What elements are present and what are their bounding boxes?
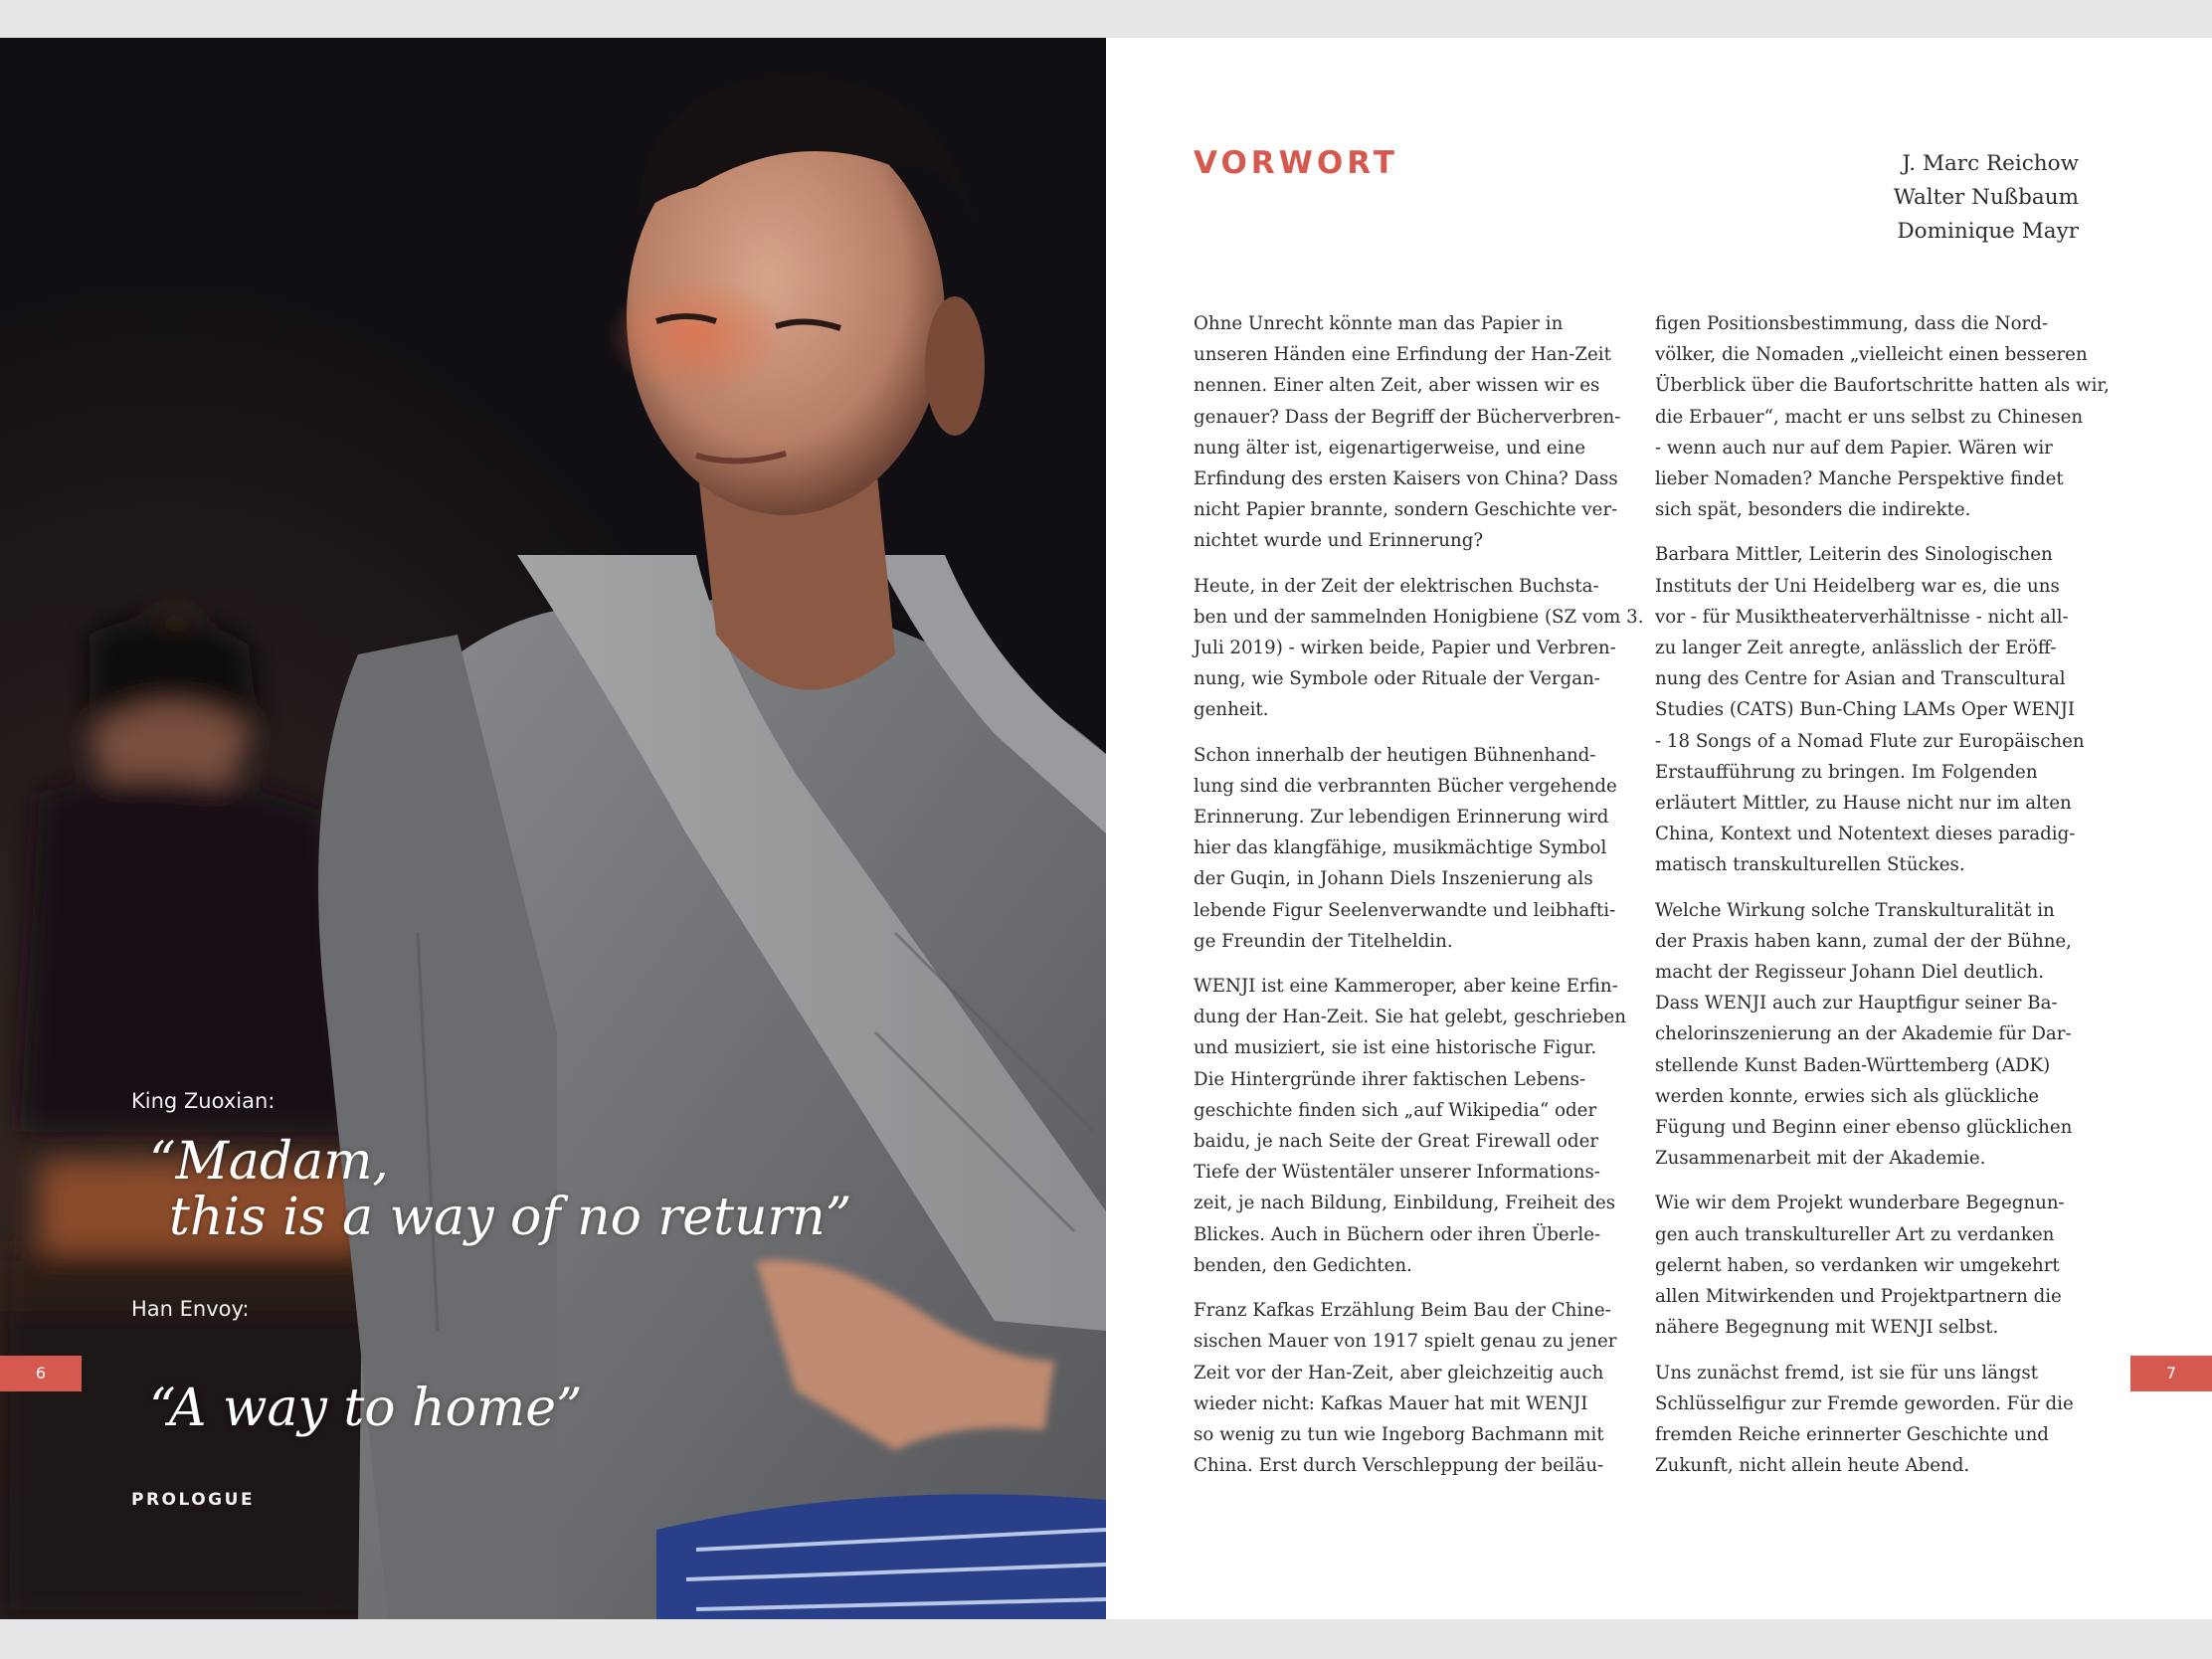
- body-line: werden konnte, erwies sich als glückliche: [1655, 1085, 2039, 1107]
- body-line: lebende Figur Seelenverwandte und leibhafti-: [1194, 899, 1616, 921]
- body-line: nennen. Einer alten Zeit, aber wissen wir es: [1194, 375, 1600, 397]
- author-list: [1691, 147, 2079, 249]
- body-line: figen Positionsbestimmung, dass die Nord-: [1655, 313, 2049, 334]
- body-line: lieber Nomaden? Manche Perspektive findet: [1655, 468, 2064, 490]
- author-name: Walter Nußbaum: [1893, 185, 2079, 210]
- photo-page-left: [0, 38, 1106, 1619]
- body-line: ben und der sammelnden Honigbiene (SZ vom 3.: [1194, 606, 1644, 628]
- body-line: zu langer Zeit anregte, anlässlich der Eröff-: [1655, 638, 2057, 659]
- body-line: nung, wie Symbole oder Rituale der Vergan-: [1194, 668, 1600, 690]
- body-paragraph: [1655, 895, 2085, 1175]
- body-line: Juli 2019) - wirken beide, Papier und Verbren-: [1194, 638, 1616, 659]
- body-line: Franz Kafkas Erzählung Beim Bau der Chine-: [1194, 1300, 1611, 1322]
- body-line: allen Mitwirkenden und Projektpartnern die: [1655, 1286, 2062, 1308]
- body-line: Welche Wirkung solche Transkulturalität in: [1655, 899, 2055, 921]
- body-line: Fügung und Beginn einer ebenso glücklichen: [1655, 1117, 2073, 1139]
- body-line: WENJI ist eine Kammeroper, aber keine Erfin-: [1194, 976, 1618, 998]
- body-line: - 18 Songs of a Nomad Flute zur Europäischen: [1655, 730, 2085, 752]
- body-line: Uns zunächst fremd, ist sie für uns längst: [1655, 1362, 2039, 1383]
- body-line: - wenn auch nur auf dem Papier. Wären wir: [1655, 437, 2053, 459]
- body-line: Überblick über die Baufortschritte hatten als wir,: [1655, 375, 2110, 397]
- body-paragraph: [1655, 1188, 2085, 1343]
- body-paragraph: [1194, 1295, 1623, 1481]
- body-line: macht der Regisseur Johann Diel deutlich.: [1655, 962, 2045, 984]
- body-line: so wenig zu tun wie Ingeborg Bachmann mit: [1194, 1423, 1604, 1445]
- body-line: Blickes. Auch in Büchern oder ihren Überle-: [1194, 1223, 1601, 1245]
- body-line: erläutert Mittler, zu Hause nicht nur im alten: [1655, 793, 2072, 815]
- body-paragraph: [1655, 539, 2085, 880]
- body-line: Schon innerhalb der heutigen Bühnenhand-: [1194, 744, 1596, 766]
- body-line: Dass WENJI auch zur Hauptfigur seiner Ba-: [1655, 993, 2058, 1014]
- body-line: nähere Begegnung mit WENJI selbst.: [1655, 1317, 1999, 1339]
- body-line: der Guqin, in Johann Diels Inszenierung als: [1194, 868, 1593, 890]
- body-line: Erinnerung. Zur lebendigen Erinnerung wird: [1194, 807, 1609, 829]
- body-line: vor - für Musiktheaterverhältnisse - nicht all-: [1655, 606, 2069, 628]
- body-line: wieder nicht: Kafkas Mauer hat mit WENJI: [1194, 1392, 1588, 1414]
- body-paragraph: [1194, 971, 1627, 1281]
- speaker-han-envoy: Han Envoy:: [131, 1297, 250, 1321]
- body-line: lung sind die verbrannten Bücher vergehende: [1194, 775, 1617, 797]
- text-column-1: [1194, 308, 1644, 1495]
- body-paragraph: [1194, 740, 1623, 957]
- body-line: nung älter ist, eigenartigerweise, und eine: [1194, 437, 1585, 459]
- body-line: China, Kontext und Notentext dieses paradig-: [1655, 824, 2076, 845]
- body-paragraph: [1194, 308, 1623, 557]
- body-line: Instituts der Uni Heidelberg war es, die uns: [1655, 575, 2060, 597]
- body-line: unseren Händen eine Erfindung der Han-Zeit: [1194, 344, 1611, 366]
- magazine-spread: [0, 38, 2212, 1619]
- body-line: Zusammenarbeit mit der Akademie.: [1655, 1148, 1986, 1170]
- quote-line-1: “Madam,: [149, 1132, 389, 1192]
- body-line: baidu, je nach Seite der Great Firewall oder: [1194, 1131, 1599, 1153]
- body-line: zeit, je nach Bildung, Einbildung, Freiheit des: [1194, 1193, 1616, 1214]
- body-line: völker, die Nomaden „vielleicht einen besseren: [1655, 344, 2088, 366]
- body-line: Zukunft, nicht allein heute Abend.: [1655, 1455, 1970, 1477]
- quote-line-2: this is a way of no return”: [169, 1188, 852, 1247]
- page-number-right: 7: [2130, 1356, 2212, 1391]
- page-number-left: 6: [0, 1356, 82, 1391]
- body-line: Erfindung des ersten Kaisers von China? Dass: [1194, 468, 1618, 490]
- body-paragraph: [1194, 571, 1644, 726]
- body-line: hier das klangfähige, musikmächtige Symbol: [1194, 837, 1607, 859]
- section-label-prologue: PROLOGUE: [131, 1490, 256, 1510]
- body-line: benden, den Gedichten.: [1194, 1254, 1412, 1276]
- body-line: Zeit vor der Han-Zeit, aber gleichzeitig auch: [1194, 1362, 1604, 1383]
- body-line: Wie wir dem Projekt wunderbare Begegnun-: [1655, 1193, 2065, 1214]
- body-line: fremden Reiche erinnerter Geschichte und: [1655, 1423, 2049, 1445]
- body-line: sich spät, besonders die indirekte.: [1655, 499, 1971, 521]
- body-line: Heute, in der Zeit der elektrischen Buchsta-: [1194, 575, 1599, 597]
- heading-vorwort: VORWORT: [1194, 145, 1398, 181]
- body-line: nichtet wurde und Erinnerung?: [1194, 530, 1484, 552]
- body-line: Die Hintergründe ihrer faktischen Lebens-: [1194, 1068, 1586, 1090]
- body-line: Barbara Mittler, Leiterin des Sinologischen: [1655, 544, 2053, 566]
- body-line: gen auch transkultureller Art zu verdanken: [1655, 1223, 2055, 1245]
- body-line: gelernt haben, so verdanken wir umgekehrt: [1655, 1254, 2060, 1276]
- body-paragraph: [1655, 1358, 2085, 1482]
- body-line: Schlüsselfigur zur Fremde geworden. Für die: [1655, 1392, 2074, 1414]
- body-line: chelorinszenierung an der Akademie für Dar-: [1655, 1023, 2072, 1045]
- body-line: stellende Kunst Baden-Württemberg (ADK): [1655, 1054, 2051, 1076]
- body-line: dung der Han-Zeit. Sie hat gelebt, geschrieben: [1194, 1007, 1627, 1028]
- body-line: China. Erst durch Verschleppung der beiläu-: [1194, 1455, 1604, 1477]
- speaker-king-zuoxian: King Zuoxian:: [131, 1089, 276, 1113]
- body-line: genheit.: [1194, 699, 1269, 721]
- quote-way-home: “A way to home”: [149, 1379, 583, 1438]
- text-column-2: [1655, 308, 2110, 1495]
- body-line: die Erbauer“, macht er uns selbst zu Chinesen: [1655, 406, 2084, 428]
- body-line: nicht Papier brannte, sondern Geschichte ver-: [1194, 499, 1618, 521]
- body-line: sischen Mauer von 1917 spielt genau zu jener: [1194, 1331, 1617, 1353]
- body-line: geschichte finden sich „auf Wikipedia“ oder: [1194, 1099, 1597, 1121]
- body-line: und musiziert, sie ist eine historische Figur.: [1194, 1037, 1597, 1059]
- quote-no-return: [149, 1134, 851, 1245]
- body-line: Erstaufführung zu bringen. Im Folgenden: [1655, 761, 2038, 783]
- body-paragraph: [1655, 308, 2110, 525]
- body-line: Tiefe der Wüstentäler unserer Informations-: [1194, 1162, 1600, 1184]
- body-line: matisch transkulturellen Stückes.: [1655, 854, 1965, 876]
- body-line: Studies (CATS) Bun-Ching LAMs Oper WENJI: [1655, 699, 2076, 721]
- body-line: der Praxis haben kann, zumal der der Bühne,: [1655, 930, 2072, 952]
- body-line: nung des Centre for Asian and Transcultural: [1655, 668, 2066, 690]
- author-name: Dominique Mayr: [1897, 219, 2079, 244]
- body-line: genauer? Dass der Begriff der Bücherverbren-: [1194, 406, 1621, 428]
- author-name: J. Marc Reichow: [1902, 151, 2079, 176]
- body-line: ge Freundin der Titelheldin.: [1194, 930, 1453, 952]
- body-line: Ohne Unrecht könnte man das Papier in: [1194, 313, 1564, 334]
